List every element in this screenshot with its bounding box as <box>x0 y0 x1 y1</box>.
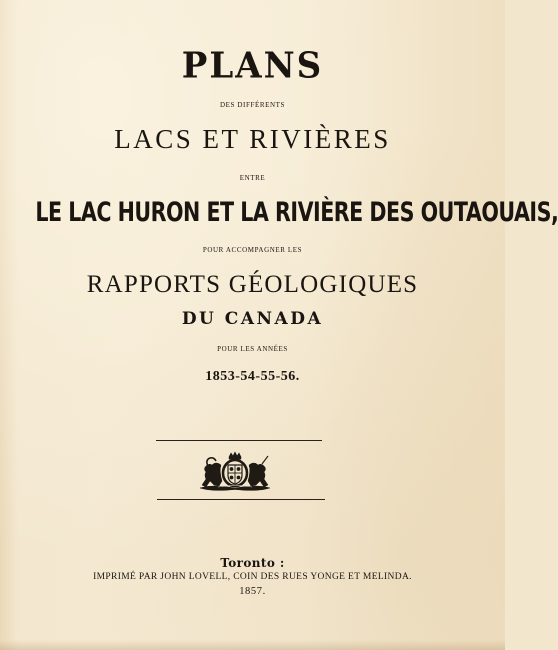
subtitle-des-differents: DES DIFFÉRENTS <box>220 101 285 109</box>
subtitle-pour-les-annees: POUR LES ANNÉES <box>217 345 288 353</box>
bottom-rule <box>157 499 325 500</box>
imprint-year: 1857. <box>239 586 266 597</box>
years-line: 1853-54-55-56. <box>205 369 300 384</box>
main-title: PLANS <box>181 45 324 87</box>
subtitle-du-canada: DU CANADA <box>181 309 324 329</box>
imprint-city: Toronto : <box>220 556 285 570</box>
subtitle-pour-accompagner: POUR ACCOMPAGNER LES <box>202 246 303 254</box>
top-rule <box>156 440 322 441</box>
subtitle-lac-huron: LE LAC HURON ET LA RIVIÈRE DES OUTAOUAIS, <box>35 196 558 228</box>
subtitle-lacs-rivieres: LACS ET RIVIÈRES <box>114 124 391 154</box>
subtitle-entre: ENTRE <box>239 174 266 182</box>
royal-coat-of-arms-icon <box>192 451 278 493</box>
subtitle-rapports-geologiques: RAPPORTS GÉOLOGIQUES <box>86 271 419 298</box>
imprint-printer: IMPRIMÉ PAR JOHN LOVELL, COIN DES RUES YONGE ET MELINDA. <box>93 572 412 582</box>
